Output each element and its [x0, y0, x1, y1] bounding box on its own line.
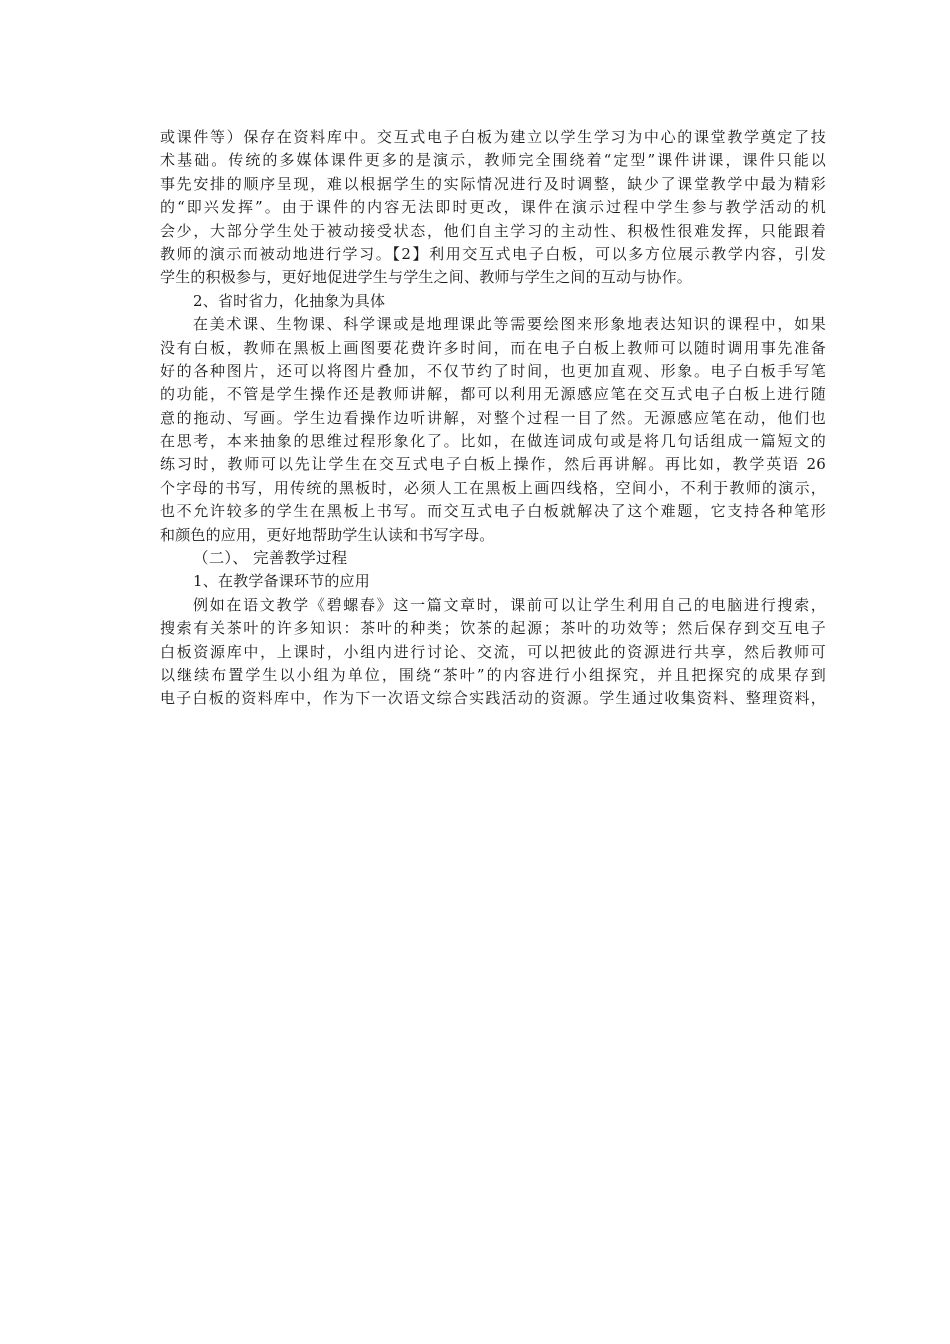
text-line: 和颜色的应用，更好地帮助学生认读和书写字母。 — [160, 525, 495, 544]
text-line: 白板资源库中，上课时，小组内进行讨论、交流，可以把彼此的资源进行共享，然后教师可 — [160, 642, 826, 661]
document-page — [160, 126, 826, 711]
text-line: 电子白板的资料库中，作为下一次语文综合实践活动的资源。学生通过收集资料、整理资料， — [160, 689, 826, 708]
text-line: 搜索有关茶叶的许多知识：茶叶的种类；饮茶的起源；茶叶的功效等；然后保存到交互电子 — [160, 619, 826, 638]
text-line: 意的拖动、写画。学生边看操作边听讲解，对整个过程一目了然。无源感应笔在动，他们也 — [160, 408, 826, 427]
text-line: 事先安排的顺序呈现，难以根据学生的实际情况进行及时调整，缺少了课堂教学中最为精彩 — [160, 174, 826, 193]
text-line: 好的各种图片，还可以将图片叠加，不仅节约了时间，也更加直观、形象。电子白板手写笔 — [160, 361, 826, 380]
text-line: 练习时，教师可以先让学生在交互式电子白板上操作，然后再讲解。再比如，教学英语 26 — [160, 455, 826, 474]
text-line: 以继续布置学生以小组为单位，围绕“茶叶”的内容进行小组探究，并且把探究的成果存到 — [160, 665, 826, 684]
text-line: 的功能，不管是学生操作还是教师讲解，都可以利用无源感应笔在交互式电子白板上进行随 — [160, 385, 826, 404]
text-line: 教师的演示而被动地进行学习。【2】利用交互式电子白板，可以多方位展示教学内容，引发 — [160, 244, 826, 263]
text-line: 术基础。传统的多媒体课件更多的是演示，教师完全围绕着“定型”课件讲课，课件只能以 — [160, 151, 826, 170]
text-line: 个字母的书写，用传统的黑板时，必须人工在黑板上画四线格，空间小，不利于教师的演示， — [160, 478, 826, 497]
text-line: 会少，大部分学生处于被动接受状态，他们自主学习的主动性、积极性很难发挥，只能跟着 — [160, 221, 826, 240]
text-line: 例如在语文教学《碧螺春》这一篇文章时，课前可以让学生利用自己的电脑进行搜索， — [193, 595, 826, 614]
text-line: 学生的积极参与，更好地促进学生与学生之间、教师与学生之间的互动与协作。 — [160, 268, 693, 287]
subheading-save-time: 2、省时省力，化抽象为具体 — [193, 291, 386, 310]
section-heading-teaching-process: （二）、 完善教学过程 — [193, 549, 348, 568]
paragraph-abstract-to-concrete — [160, 313, 826, 547]
paragraph-biluochun-example — [160, 594, 826, 711]
text-line: 在思考，本来抽象的思维过程形象化了。比如，在做连词成句或是将几句话组成一篇短文的 — [160, 432, 826, 451]
subheading-lesson-prep: 1、在教学备课环节的应用 — [193, 572, 370, 591]
text-line: 在美术课、生物课、科学课或是地理课此等需要绘图来形象地表达知识的课程中，如果 — [193, 315, 826, 334]
text-line: 或课件等）保存在资料库中。交互式电子白板为建立以学生学习为中心的课堂教学奠定了技 — [160, 128, 826, 146]
text-line: 的“即兴发挥”。由于课件的内容无法即时更改，课件在演示过程中学生参与教学活动的机 — [160, 198, 826, 217]
paragraph-whiteboard-intro — [160, 126, 826, 290]
text-line: 没有白板，教师在黑板上画图要花费许多时间，而在电子白板上教师可以随时调用事先准备 — [160, 338, 826, 357]
text-line: 也不允许较多的学生在黑板上书写。而交互式电子白板就解决了这个难题，它支持各种笔形 — [160, 502, 826, 521]
